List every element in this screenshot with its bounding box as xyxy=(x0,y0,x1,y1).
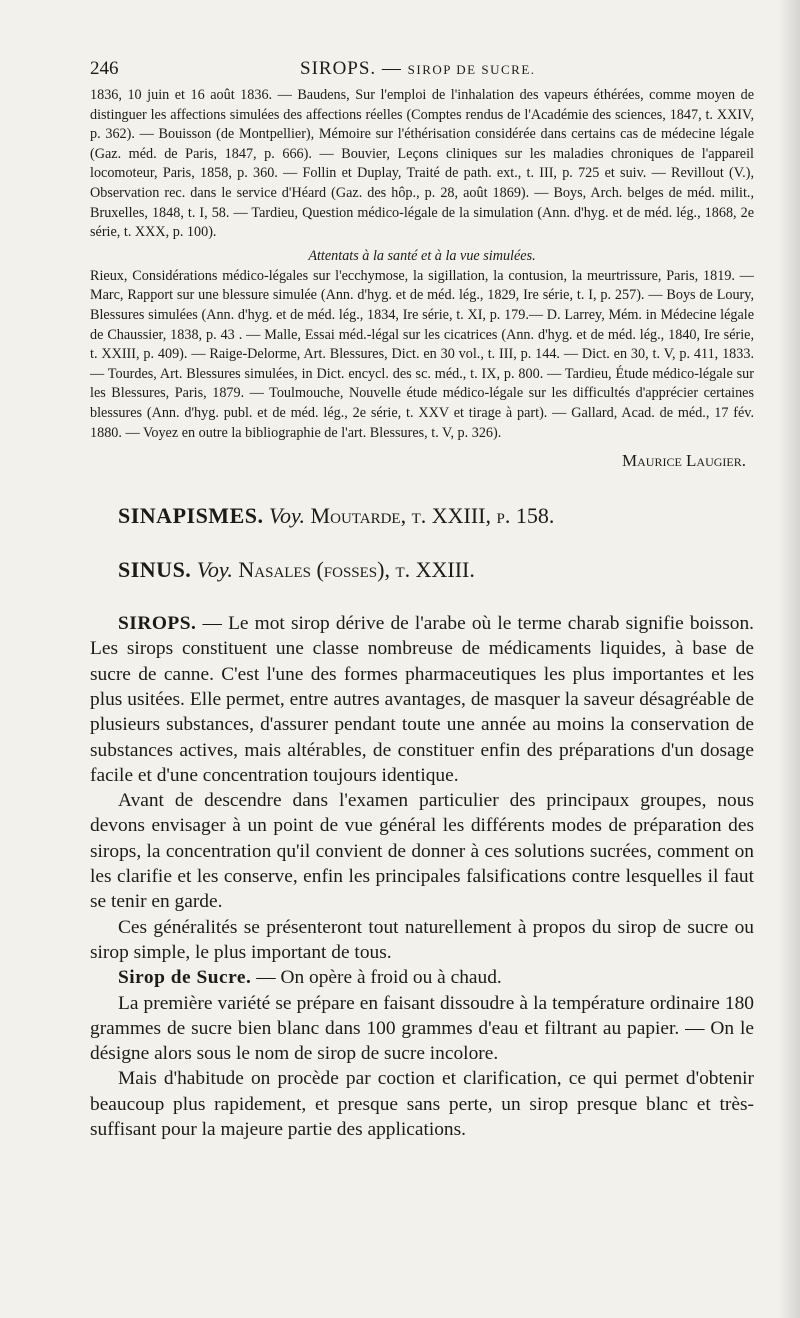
article-lead: SIROPS. xyxy=(118,613,197,635)
article-body xyxy=(90,611,754,1142)
bibliography-paragraph: 1836, 10 juin et 16 août 1836. — Baudens, Sur l'emploi de l'inhalation des vapeurs éthérées, comme moyen de distinguer les affections simulées des affections réelles (Comptes rendus de l'Académie des sciences, 1847, t. XXIV, p. 362). — Bouisson (de Montpellier), Mémoire sur l'éthérisation considérée dans certains cas de médecine légale (Gaz. méd. de Paris, 1847, p. 666). — Bouvier, Leçons cliniques sur les maladies chroniques de l'appareil locomoteur, Paris, 1858, p. 360. — Follin et Duplay, Traité de path. ext., t. III, p. 725 et suiv. — Revillout (V.), Observation rec. dans le service d'Héard (Gaz. des hôp., p. 28, août 1869). — Boys, Arch. belges de méd. milit., Bruxelles, 1848, t. I, 58. — Tardieu, Question médico-légale de la simulation (Ann. d'hyg. et de méd. lég., 1868, 2e série, t. XXX, p. 100). xyxy=(90,87,754,241)
header-subtitle: SIROP DE SUCRE. xyxy=(407,62,536,77)
entry-head: SINUS. xyxy=(118,557,192,583)
subsection-lead: Sirop de Sucre. xyxy=(118,967,252,989)
entry-head: SINAPISMES. xyxy=(118,503,264,529)
paragraph-text: — Le mot sirop dérive de l'arabe où le terme charab signifie boisson. Les sirops constituent une classe nombreuse de médicaments liquides, à base de sucre de canne. C'est l'une des formes pharmaceutiques les plus importantes et les plus usitées. Elle permet, entre autres avantages, de masquer la saveur désagréable de plusieurs substances, d'assurer pendant toute une année au moins la conservation de substances actives, mais altérables, de constituer enfin des préparations d'un dosage facile et d'une concentration toujours identique. xyxy=(90,613,754,786)
entry-sinus xyxy=(118,557,754,583)
body-paragraph-2: Avant de descendre dans l'examen particulier des principaux groupes, nous devons envisager à un point de vue général les différents modes de préparation des sirops, la concentration qu'il convient de donner à ces solutions sucrées, comment on les clarifie et les conserve, enfin les principales falsifications contre lesquelles il faut se tenir en garde. xyxy=(90,790,754,913)
entry-sinapismes xyxy=(118,503,754,529)
bibliography-block xyxy=(90,86,754,243)
bibliography-block-2 xyxy=(90,267,754,443)
body-paragraph-4 xyxy=(90,965,754,990)
body-paragraph-6: Mais d'habitude on procède par coction et clarification, ce qui permet d'obtenir beaucoup plus rapidement, et presque sans perte, un sirop presque blanc et très-suffisant pour la majeure partie des applications. xyxy=(90,1068,754,1141)
entry-voy: Voy. xyxy=(196,557,233,583)
body-paragraph-5: La première variété se prépare en faisant dissoudre à la température ordinaire 180 grammes de sucre bien blanc dans 100 grammes d'eau et filtrant au papier. — On le désigne alors sous le nom de sirop de sucre incolore. xyxy=(90,992,754,1065)
paragraph-text: — On opère à froid ou à chaud. xyxy=(256,967,502,989)
body-paragraph-1 xyxy=(90,611,754,788)
bibliography-paragraph-2: Rieux, Considérations médico-légales sur l'ecchymose, la sigillation, la contusion, la meurtrissure, Paris, 1819. — Marc, Rapport sur une blessure simulée (Ann. d'hyg. et de méd. lég., 1829, Ire série, t. I, p. 257). — Boys de Loury, Blessures simulées (Ann. d'hyg. et de méd. lég., 1834, Ire série, t. XI, p. 179.— D. Larrey, Mém. in Médecine légale de Chaussier, 1838, p. 43 . — Malle, Essai méd.-légal sur les cicatrices (Ann. d'hyg. et de méd. lég., 1840, Ire série, t. XXIII, p. 409). — Raige-Delorme, Art. Blessures, Dict. en 30 vol., t. III, p. 144. — Dict. en 30, t. V, p. 411, 1833. — Tourdes, Art. Blessures simulées, in Dict. encycl. des sc. méd., t. IX, p. 800. — Tardieu, Étude médico-légale sur les Blessures, Paris, 1879. — Toulmouche, Nouvelle étude médico-légale sur les difficultés d'apprécier certaines blessures (Ann. d'hyg. publ. et de méd. lég., 2e série, t. XXV et tirage à part). — Gallard, Acad. de méd., 17 fév. 1880. — Voyez en outre la bibliographie de l'art. Blessures, t. V, p. 326). xyxy=(90,267,754,441)
header-title: SIROPS. xyxy=(300,58,377,79)
running-title xyxy=(300,58,536,80)
header-dash: — xyxy=(381,58,402,79)
section-subheading: Attentats à la santé et à la vue simulées. xyxy=(308,247,536,264)
author-signature: Maurice Laugier. xyxy=(622,451,746,471)
page-number: 246 xyxy=(90,58,119,79)
running-header xyxy=(90,52,754,86)
body-paragraph-3: Ces généralités se présenteront tout naturellement à propos du sirop de sucre ou sirop simple, le plus important de tous. xyxy=(90,916,754,963)
entry-ref: Moutarde, t. XXIII, p. 158. xyxy=(310,503,555,529)
entry-ref: Nasales (fosses), t. XXIII. xyxy=(238,557,475,583)
page-edge-shadow xyxy=(778,0,800,1318)
document-page xyxy=(90,52,754,1142)
entry-voy: Voy. xyxy=(268,503,306,529)
